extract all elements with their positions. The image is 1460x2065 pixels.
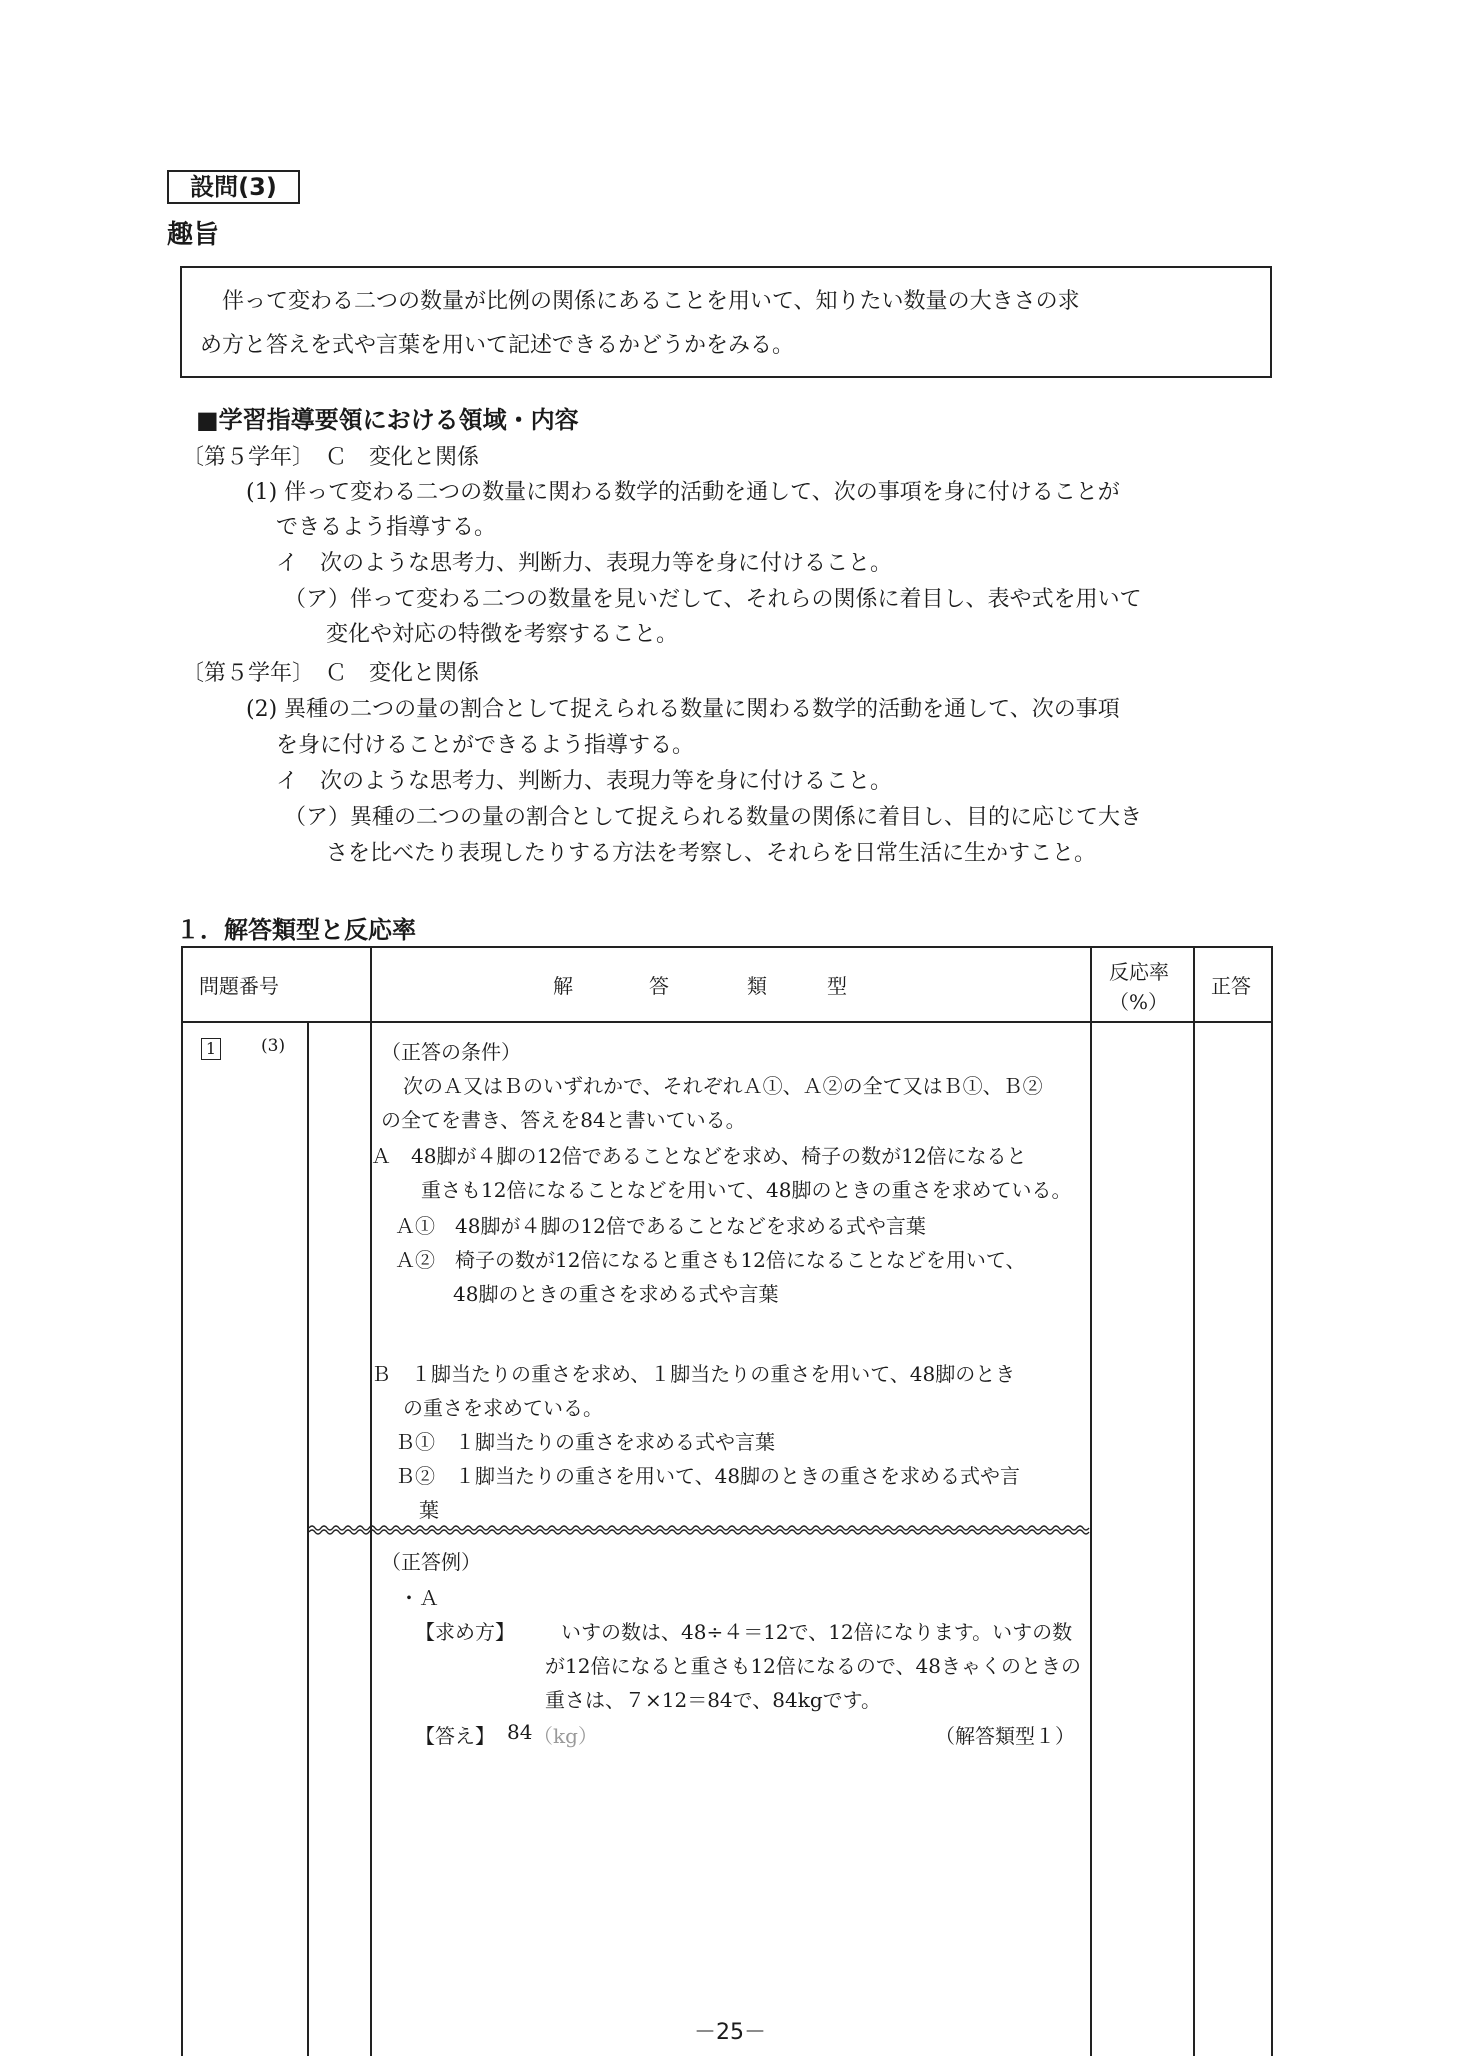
condition-a-line-2: 重さも12倍になることなどを用いて、48脚のときの重さを求めている。 xyxy=(421,1178,1072,1202)
purpose-line-2: め方と答えを式や言葉を用いて記述できるかどうかをみる。 xyxy=(200,333,795,358)
answer-value: 84 xyxy=(507,1720,533,1744)
method-line-1: いすの数は、48÷４＝12で、12倍になります。いすの数 xyxy=(561,1620,1073,1644)
item1-line-1: (1) 伴って変わる二つの数量に関わる数学的活動を通して、次の事項を身に付けることが xyxy=(246,480,1120,505)
header-rate-line-1: 反応率 xyxy=(1109,960,1169,984)
example-bullet: ・Ａ xyxy=(399,1586,439,1610)
page-number: －25－ xyxy=(694,2020,766,2045)
item2-line-1: (2) 異種の二つの量の割合として捉えられる数量に関わる数学的活動を通して、次の事項 xyxy=(246,697,1120,722)
item2-a-line-2: さを比べたり表現したりする方法を考察し、それらを日常生活に生かすこと。 xyxy=(326,841,1097,866)
answer-type-label: （解答類型１） xyxy=(935,1724,1075,1748)
condition-b-line-2: の重さを求めている。 xyxy=(403,1396,603,1420)
method-label: 【求め方】 xyxy=(415,1620,515,1644)
condition-b-line-1: Ｂ １脚当たりの重さを求め、１脚当たりの重さを用いて、48脚のとき xyxy=(371,1362,1016,1386)
purpose-heading: 趣旨 xyxy=(167,220,220,250)
example-title: （正答例） xyxy=(381,1550,481,1574)
curriculum-heading: ■学習指導要領における領域・内容 xyxy=(196,406,579,434)
condition-a2-line-2: 48脚のときの重さを求める式や言葉 xyxy=(453,1282,779,1306)
method-line-3: 重さは、７×12＝84で、84kgです。 xyxy=(545,1688,882,1712)
conditions-title: （正答の条件） xyxy=(381,1040,521,1064)
answer-label: 【答え】 xyxy=(415,1724,495,1748)
condition-a-line-1: Ａ 48脚が４脚の12倍であることなどを求め、椅子の数が12倍になると xyxy=(371,1144,1027,1168)
answer-unit: （kg） xyxy=(533,1724,598,1748)
item2-line-2: を身に付けることができるよう指導する。 xyxy=(276,733,695,758)
problem-number-box: 1 xyxy=(201,1038,221,1060)
section-heading-answer-types: １．解答類型と反応率 xyxy=(176,916,416,944)
header-question-number: 問題番号 xyxy=(199,974,279,998)
item2-sub: イ 次のような思考力、判断力、表現力等を身に付けること。 xyxy=(276,769,893,794)
purpose-box xyxy=(180,266,1272,378)
conditions-line-2: の全てを書き、答えを84と書いている。 xyxy=(381,1108,746,1132)
conditions-line-1: 次のＡ又はＢのいずれかで、それぞれＡ①、Ａ②の全て又はＢ①、Ｂ② xyxy=(403,1074,1043,1098)
answer-type-table xyxy=(181,946,1273,2056)
header-answer-type-char-3: 類 xyxy=(747,974,767,998)
item1-a-line-2: 変化や対応の特徴を考察すること。 xyxy=(326,622,679,647)
item1-line-2: できるよう指導する。 xyxy=(276,515,497,540)
purpose-line-1: 伴って変わる二つの数量が比例の関係にあることを用いて、知りたい数量の大きさの求 xyxy=(222,289,1080,314)
condition-a1: Ａ① 48脚が４脚の12倍であることなどを求める式や言葉 xyxy=(395,1214,926,1238)
grade-line-2: 〔第５学年〕 Ｃ 変化と関係 xyxy=(182,661,480,686)
item2-a-line-1: （ア）異種の二つの量の割合として捉えられる数量の関係に着目し、目的に応じて大き xyxy=(284,805,1143,830)
condition-b1: Ｂ① １脚当たりの重さを求める式や言葉 xyxy=(395,1430,775,1454)
question-label: 設問(3) xyxy=(167,170,300,204)
method-line-2: が12倍になると重さも12倍になるので、48きゃくのときの xyxy=(545,1654,1081,1678)
header-answer-type-char-2: 答 xyxy=(649,974,669,998)
header-rate-line-2: （%） xyxy=(1109,990,1169,1014)
wavy-divider xyxy=(309,1524,1091,1536)
problem-sub-number: (3) xyxy=(261,1036,286,1056)
grade-line-1: 〔第５学年〕 Ｃ 変化と関係 xyxy=(182,445,480,470)
item1-a-line-1: （ア）伴って変わる二つの数量を見いだして、それらの関係に着目し、表や式を用いて xyxy=(284,587,1142,612)
item1-sub: イ 次のような思考力、判断力、表現力等を身に付けること。 xyxy=(276,551,893,576)
condition-b2-line-2: 葉 xyxy=(419,1498,439,1522)
condition-b2-line-1: Ｂ② １脚当たりの重さを用いて、48脚のときの重さを求める式や言 xyxy=(395,1464,1021,1488)
header-answer-type-char-4: 型 xyxy=(827,974,847,998)
header-correct: 正答 xyxy=(1211,974,1251,998)
condition-a2-line-1: Ａ② 椅子の数が12倍になると重さも12倍になることなどを用いて、 xyxy=(395,1248,1026,1272)
header-answer-type-char-1: 解 xyxy=(553,974,573,998)
